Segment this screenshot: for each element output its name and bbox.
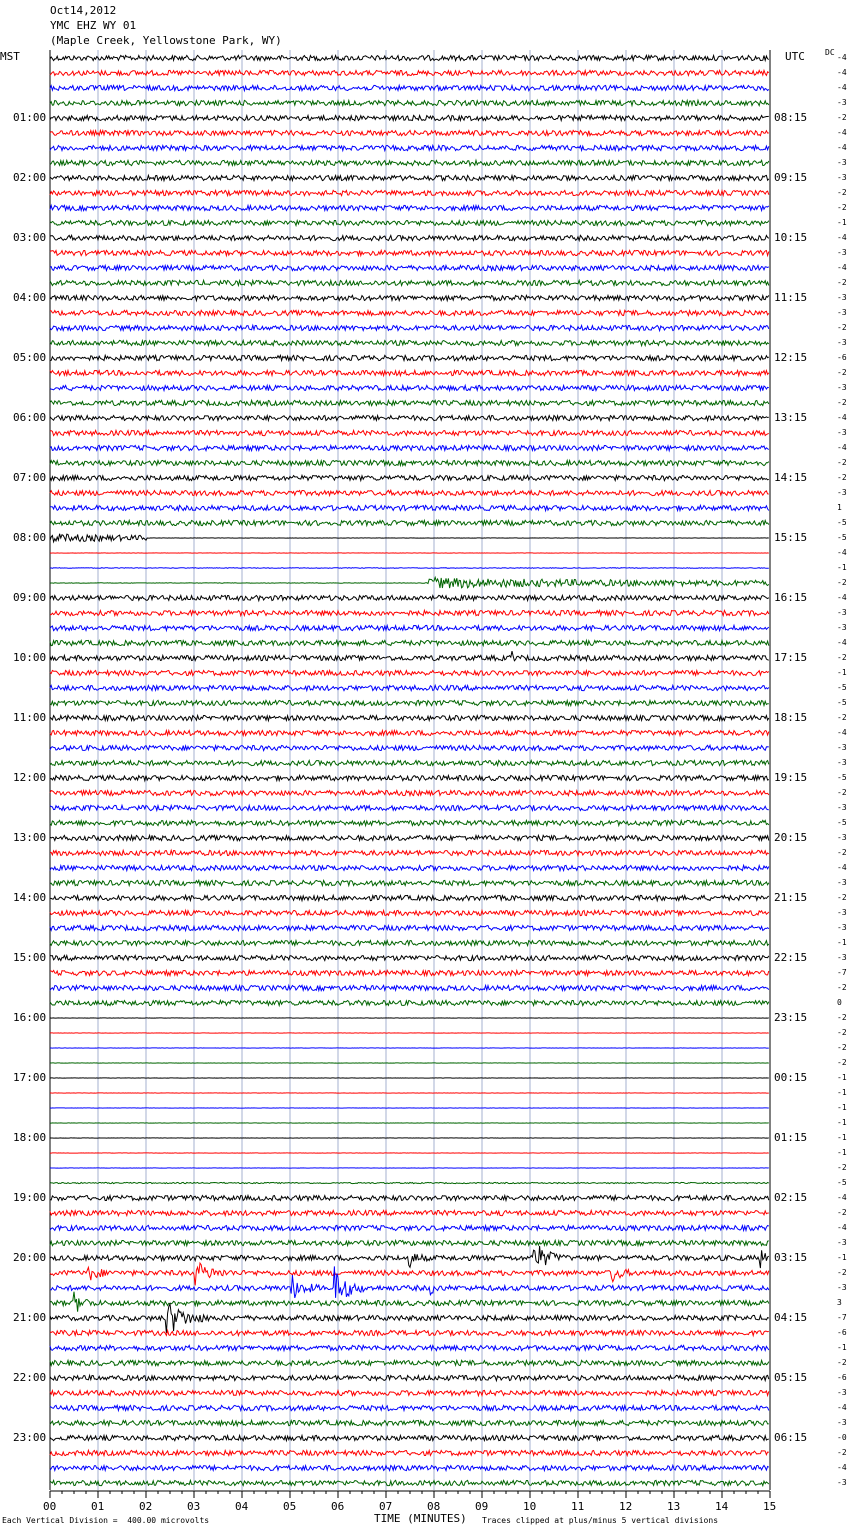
right-hour-label: 02:15	[774, 1191, 808, 1204]
trace-32	[50, 534, 769, 542]
dc-offset: -3	[837, 248, 847, 257]
left-axis-label: MST	[0, 50, 20, 63]
dc-offset: -1	[837, 1118, 847, 1127]
trace-75	[50, 1182, 769, 1183]
trace-17	[50, 310, 769, 315]
dc-offset: -5	[837, 683, 847, 692]
right-hour-label: 13:15	[774, 411, 808, 424]
trace-51	[50, 820, 769, 825]
right-hour-label: 21:15	[774, 891, 808, 904]
trace-34	[50, 568, 769, 569]
trace-24	[50, 416, 769, 421]
dc-offset: -3	[837, 1283, 847, 1292]
dc-offset: -3	[837, 338, 847, 347]
x-axis	[50, 1491, 770, 1498]
trace-59	[50, 940, 769, 945]
scale-note: Each Vertical Division = 400.00 microvolts	[2, 1516, 210, 1525]
dc-offset: -3	[837, 803, 847, 812]
dc-offset: -2	[837, 653, 847, 662]
dc-offset: -4	[837, 1463, 847, 1472]
x-tick-label: 00	[43, 1500, 57, 1513]
trace-20	[50, 355, 769, 360]
trace-21	[50, 370, 769, 375]
x-tick-label: 07	[379, 1500, 393, 1513]
dc-offset: -4	[837, 53, 847, 62]
dc-offset: -4	[837, 593, 847, 602]
dc-offset: -4	[837, 68, 847, 77]
dc-offset: -4	[837, 1223, 847, 1232]
dc-offset: -1	[837, 1133, 847, 1142]
dc-offset: -2	[837, 713, 847, 722]
left-hour-label: 01:00	[13, 111, 47, 124]
trace-93	[50, 1450, 769, 1455]
dc-offset: 3	[837, 1298, 842, 1307]
trace-84	[50, 1304, 769, 1333]
trace-9	[50, 190, 769, 195]
trace-23	[50, 400, 769, 405]
trace-49	[50, 790, 769, 795]
dc-offset: -3	[837, 1388, 847, 1397]
dc-offset: -2	[837, 1028, 847, 1037]
right-hour-label: 11:15	[774, 291, 808, 304]
dc-offset: -3	[837, 623, 847, 632]
dc-offset: -2	[837, 1163, 847, 1172]
right-hour-label: 19:15	[774, 771, 808, 784]
trace-30	[50, 505, 769, 510]
left-hour-label: 04:00	[13, 291, 47, 304]
dc-offset: -4	[837, 1193, 847, 1202]
dc-offset: -5	[837, 518, 847, 527]
left-hour-label: 08:00	[13, 531, 47, 544]
dc-offset: -3	[837, 743, 847, 752]
x-axis-title: TIME (MINUTES)	[374, 1512, 467, 1525]
station-code: YMC EHZ WY 01	[50, 19, 137, 32]
trace-18	[50, 325, 769, 330]
trace-79	[50, 1240, 769, 1245]
trace-86	[50, 1345, 769, 1350]
right-hour-label: 05:15	[774, 1371, 808, 1384]
trace-41	[50, 670, 769, 675]
trace-14	[50, 265, 769, 270]
trace-35	[50, 577, 769, 588]
station-location: (Maple Creek, Yellowstone Park, WY)	[50, 34, 282, 47]
left-hour-label: 18:00	[13, 1131, 47, 1144]
left-hour-label: 07:00	[13, 471, 47, 484]
right-hour-label: 10:15	[774, 231, 808, 244]
dc-offset: -4	[837, 143, 847, 152]
clip-note: Traces clipped at plus/minus 5 vertical divisions	[482, 1516, 719, 1525]
left-hour-label: 14:00	[13, 891, 47, 904]
trace-94	[50, 1465, 769, 1470]
dc-offset: -2	[837, 893, 847, 902]
left-hour-label: 13:00	[13, 831, 47, 844]
trace-43	[50, 700, 769, 705]
dc-offset: -4	[837, 638, 847, 647]
dc-offset: -3	[837, 158, 847, 167]
trace-90	[50, 1405, 769, 1410]
dc-offset: -2	[837, 1448, 847, 1457]
left-hour-label: 20:00	[13, 1251, 47, 1264]
seismic-traces	[50, 55, 769, 1485]
dc-offset: -2	[837, 578, 847, 587]
dc-offset: -2	[837, 1058, 847, 1067]
x-tick-label: 04	[235, 1500, 249, 1513]
dc-offset: -2	[837, 1043, 847, 1052]
trace-62	[50, 985, 769, 990]
dc-offset: -4	[837, 728, 847, 737]
trace-92	[50, 1435, 769, 1440]
dc-offset: -6	[837, 1328, 847, 1337]
trace-3	[50, 100, 769, 105]
trace-44	[50, 715, 769, 720]
dc-offset: 1	[837, 503, 842, 512]
right-hour-label: 03:15	[774, 1251, 808, 1264]
dc-offset: -7	[837, 1313, 847, 1322]
dc-offset: -1	[837, 563, 847, 572]
dc-label: DC	[825, 48, 835, 57]
left-hour-label: 02:00	[13, 171, 47, 184]
dc-offset: -4	[837, 128, 847, 137]
dc-offset: -1	[837, 1343, 847, 1352]
dc-offset: -1	[837, 1103, 847, 1112]
dc-offset: -2	[837, 398, 847, 407]
trace-38	[50, 625, 769, 630]
dc-offset: -3	[837, 908, 847, 917]
dc-offset: -5	[837, 818, 847, 827]
left-hour-label: 11:00	[13, 711, 47, 724]
dc-offset: -1	[837, 668, 847, 677]
trace-6	[50, 145, 769, 150]
dc-offset: -0	[837, 1433, 847, 1442]
dc-offset: -5	[837, 533, 847, 542]
trace-0	[50, 55, 769, 60]
x-tick-label: 11	[571, 1500, 585, 1513]
x-tick-label: 14	[715, 1500, 729, 1513]
dc-offset: -2	[837, 983, 847, 992]
dc-offset: -1	[837, 218, 847, 227]
trace-42	[50, 685, 769, 690]
x-tick-label: 05	[283, 1500, 297, 1513]
left-hour-label: 17:00	[13, 1071, 47, 1084]
trace-7	[50, 160, 769, 165]
trace-36	[50, 595, 769, 600]
dc-offset: -5	[837, 698, 847, 707]
dc-offset: -2	[837, 188, 847, 197]
trace-88	[50, 1375, 769, 1380]
dc-offset: -2	[837, 788, 847, 797]
dc-offset: -4	[837, 1403, 847, 1412]
dc-offset: -2	[837, 203, 847, 212]
trace-13	[50, 250, 769, 255]
trace-40	[50, 651, 769, 661]
trace-91	[50, 1420, 769, 1425]
right-hour-label: 12:15	[774, 351, 808, 364]
trace-22	[50, 385, 769, 390]
dc-offset: -2	[837, 113, 847, 122]
left-hour-label: 05:00	[13, 351, 47, 364]
dc-offset: -4	[837, 413, 847, 422]
trace-8	[50, 175, 769, 180]
left-hour-label: 16:00	[13, 1011, 47, 1024]
right-hour-label: 09:15	[774, 171, 808, 184]
trace-45	[50, 730, 769, 735]
dc-offset: -3	[837, 923, 847, 932]
trace-50	[50, 805, 769, 810]
dc-offset: -3	[837, 833, 847, 842]
dc-offset: -3	[837, 758, 847, 767]
trace-37	[50, 610, 769, 615]
dc-offset: -2	[837, 458, 847, 467]
left-hour-label: 10:00	[13, 651, 47, 664]
x-tick-label: 03	[187, 1500, 201, 1513]
trace-46	[50, 745, 769, 750]
dc-offset: -6	[837, 1373, 847, 1382]
dc-offset: -4	[837, 443, 847, 452]
dc-offset: -7	[837, 968, 847, 977]
trace-54	[50, 865, 769, 870]
dc-offset: -4	[837, 263, 847, 272]
dc-offset: -6	[837, 353, 847, 362]
left-hour-label: 15:00	[13, 951, 47, 964]
trace-53	[50, 850, 769, 855]
trace-48	[50, 775, 769, 780]
right-hour-label: 15:15	[774, 531, 808, 544]
dc-offset: -2	[837, 1013, 847, 1022]
trace-83	[50, 1292, 769, 1312]
trace-19	[50, 340, 769, 345]
trace-1	[50, 70, 769, 75]
right-hour-label: 16:15	[774, 591, 808, 604]
trace-58	[50, 925, 769, 930]
trace-61	[50, 970, 769, 975]
trace-12	[50, 235, 769, 240]
trace-52	[50, 835, 769, 840]
dc-offset: -3	[837, 98, 847, 107]
left-hour-label: 23:00	[13, 1431, 47, 1444]
dc-offset: -2	[837, 323, 847, 332]
trace-11	[50, 220, 769, 225]
trace-95	[50, 1480, 769, 1485]
right-hour-label: 06:15	[774, 1431, 808, 1444]
right-hour-label: 14:15	[774, 471, 808, 484]
trace-55	[50, 880, 769, 885]
dc-offset: 0	[837, 998, 842, 1007]
left-hour-label: 09:00	[13, 591, 47, 604]
dc-offset: -1	[837, 1148, 847, 1157]
dc-offset: -1	[837, 1088, 847, 1097]
x-tick-label: 08	[427, 1500, 441, 1513]
right-hour-label: 01:15	[774, 1131, 808, 1144]
trace-15	[50, 280, 769, 285]
trace-57	[50, 910, 769, 915]
dc-offset: -5	[837, 773, 847, 782]
dc-offset: -4	[837, 863, 847, 872]
trace-85	[50, 1330, 769, 1335]
right-hour-label: 04:15	[774, 1311, 808, 1324]
trace-2	[50, 85, 769, 90]
trace-25	[50, 430, 769, 435]
left-hour-label: 22:00	[13, 1371, 47, 1384]
dc-offset: -2	[837, 848, 847, 857]
x-tick-label: 12	[619, 1500, 633, 1513]
trace-39	[50, 640, 769, 645]
trace-31	[50, 520, 769, 525]
dc-offset: -3	[837, 608, 847, 617]
right-hour-label: 18:15	[774, 711, 808, 724]
left-hour-label: 19:00	[13, 1191, 47, 1204]
dc-offset: -3	[837, 878, 847, 887]
trace-60	[50, 955, 769, 960]
dc-offset: -1	[837, 1253, 847, 1262]
x-tick-label: 10	[523, 1500, 537, 1513]
trace-87	[50, 1360, 769, 1365]
right-hour-label: 23:15	[774, 1011, 808, 1024]
right-axis-label: UTC	[785, 50, 805, 63]
trace-29	[50, 490, 769, 495]
dc-offset: -2	[837, 1358, 847, 1367]
x-tick-label: 01	[91, 1500, 105, 1513]
dc-offset: -3	[837, 383, 847, 392]
trace-89	[50, 1390, 769, 1395]
trace-76	[50, 1195, 769, 1200]
dc-offset: -3	[837, 428, 847, 437]
dc-offset: -2	[837, 1268, 847, 1277]
x-tick-label: 15	[763, 1500, 777, 1513]
trace-16	[50, 295, 769, 300]
dc-offset: -2	[837, 368, 847, 377]
trace-77	[50, 1210, 769, 1215]
dc-offset: -3	[837, 293, 847, 302]
right-hour-label: 17:15	[774, 651, 808, 664]
dc-offset: -5	[837, 1178, 847, 1187]
left-hour-label: 12:00	[13, 771, 47, 784]
trace-56	[50, 895, 769, 900]
dc-offset: -1	[837, 1073, 847, 1082]
trace-78	[50, 1225, 769, 1230]
dc-offset: -4	[837, 83, 847, 92]
chart-date: Oct14,2012	[50, 4, 117, 17]
trace-27	[50, 460, 769, 465]
left-hour-label: 06:00	[13, 411, 47, 424]
trace-28	[50, 475, 769, 480]
dc-offset: -2	[837, 1208, 847, 1217]
x-tick-label: 13	[667, 1500, 681, 1513]
dc-offset: -3	[837, 1238, 847, 1247]
dc-offset: -3	[837, 488, 847, 497]
trace-26	[50, 445, 769, 450]
dc-offset: -3	[837, 1478, 847, 1487]
dc-offset: -3	[837, 1418, 847, 1427]
dc-offset: -4	[837, 548, 847, 557]
trace-10	[50, 205, 769, 210]
trace-80	[50, 1246, 769, 1268]
dc-offset: -3	[837, 953, 847, 962]
right-hour-label: 08:15	[774, 111, 808, 124]
trace-63	[50, 1000, 769, 1005]
dc-offset: -1	[837, 938, 847, 947]
left-hour-label: 21:00	[13, 1311, 47, 1324]
dc-offset: -3	[837, 173, 847, 182]
trace-4	[50, 115, 769, 120]
trace-5	[50, 130, 769, 135]
x-tick-label: 02	[139, 1500, 153, 1513]
x-tick-label: 09	[475, 1500, 489, 1513]
trace-47	[50, 760, 769, 765]
dc-offset: -2	[837, 278, 847, 287]
right-hour-label: 00:15	[774, 1071, 808, 1084]
dc-offset: -2	[837, 473, 847, 482]
dc-offset: -4	[837, 233, 847, 242]
dc-offset: -3	[837, 308, 847, 317]
right-hour-label: 20:15	[774, 831, 808, 844]
right-hour-label: 22:15	[774, 951, 808, 964]
x-tick-label: 06	[331, 1500, 345, 1513]
left-hour-label: 03:00	[13, 231, 47, 244]
